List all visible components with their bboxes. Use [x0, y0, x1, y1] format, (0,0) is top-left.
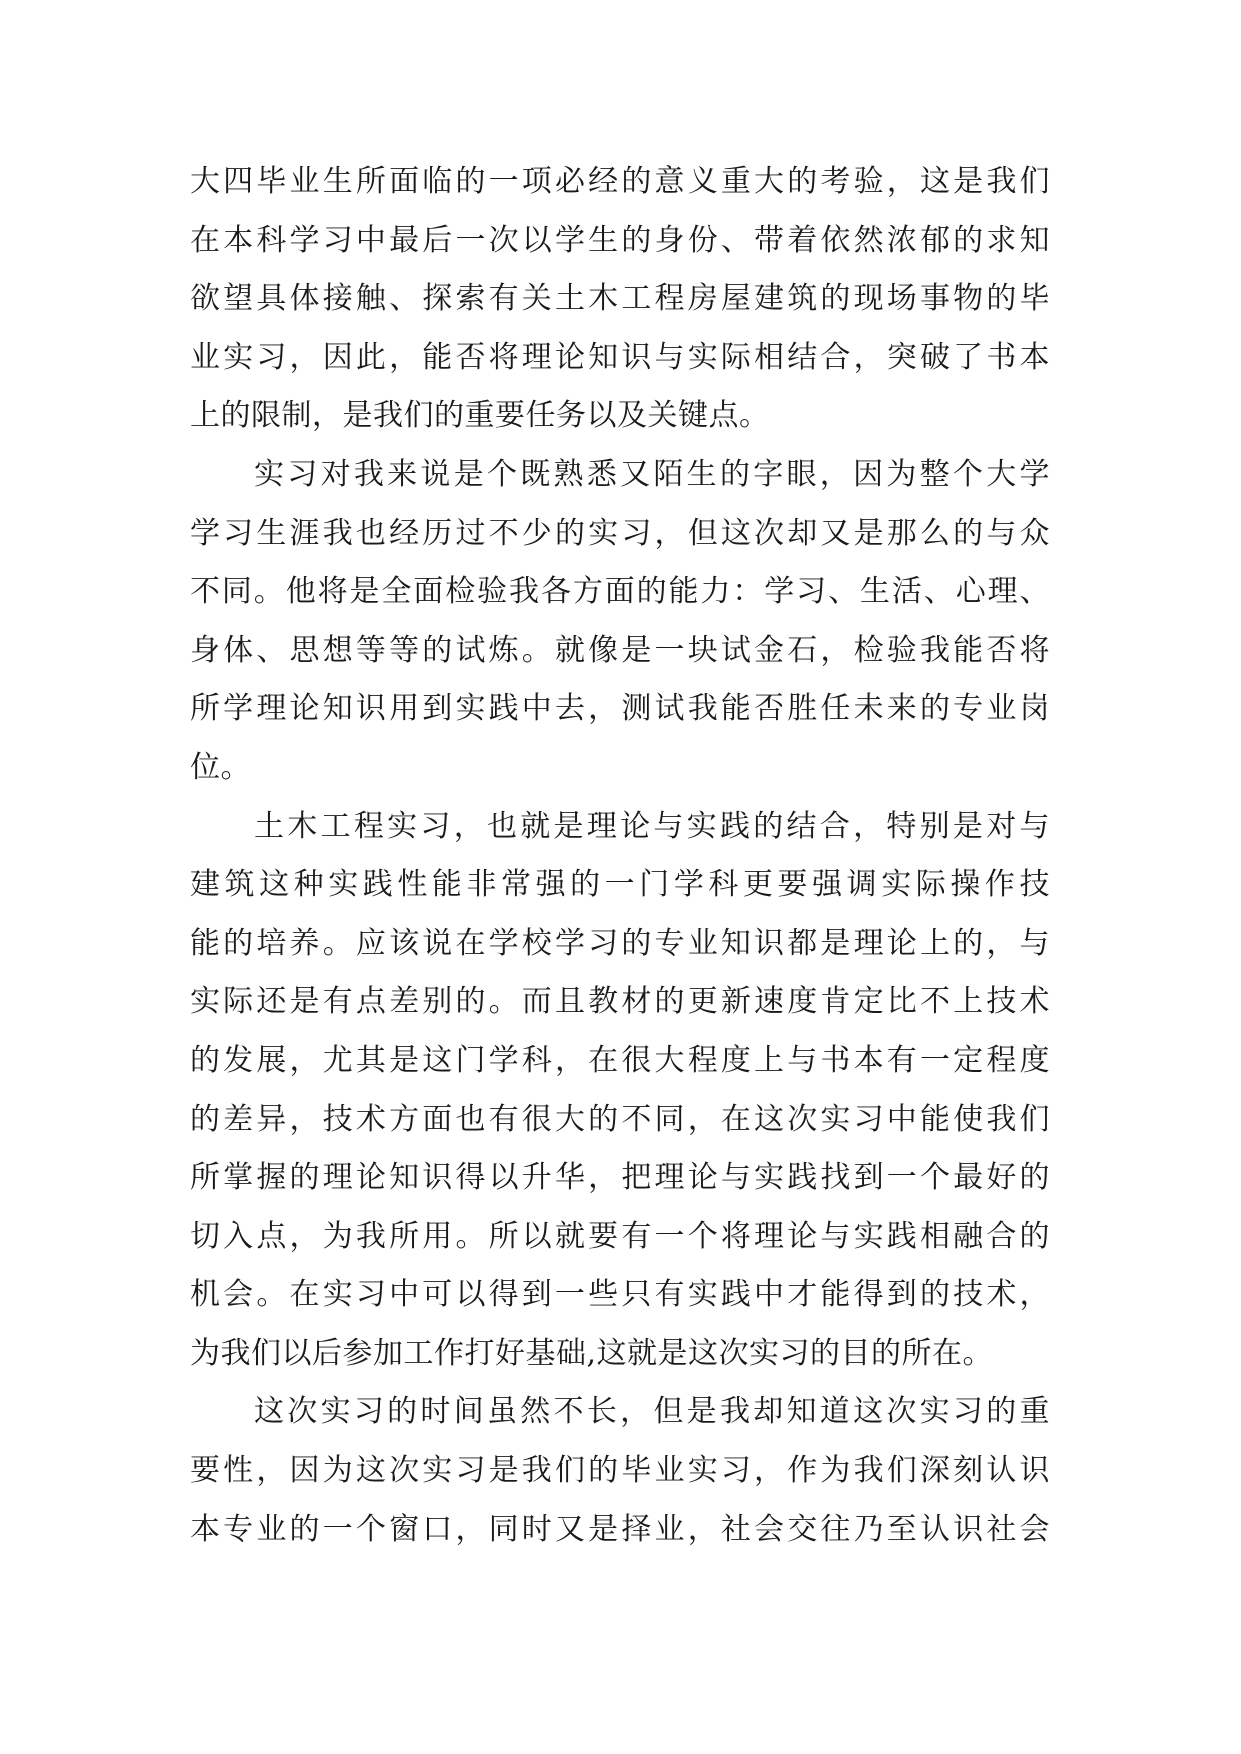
text-line: 业实习，因此，能否将理论知识与实际相结合，突破了书本: [190, 339, 1050, 375]
text-line: 上的限制，是我们的重要任务以及关键点。: [190, 398, 770, 434]
text-line: 欲望具体接触、探索有关土木工程房屋建筑的现场事物的毕: [190, 281, 1050, 317]
text-line: 大四毕业生所面临的一项必经的意义重大的考验，这是我们: [190, 164, 1050, 199]
text-line: 切入点，为我所用。所以就要有一个将理论与实践相融合的: [190, 1218, 1050, 1254]
paragraph: [190, 805, 1050, 1391]
text-line: 在本科学习中最后一次以学生的身份、带着依然浓郁的求知: [190, 222, 1050, 258]
text-line: 机会。在实习中可以得到一些只有实践中才能得到的技术，: [190, 1277, 1050, 1313]
text-line: 身体、思想等等的试炼。就像是一块试金石，检验我能否将: [190, 632, 1050, 668]
text-line: 能的培养。应该说在学校学习的专业知识都是理论上的，与: [190, 925, 1050, 961]
document-body: [190, 160, 1050, 1566]
text-line: 建筑这种实践性能非常强的一门学科更要强调实际操作技: [190, 867, 1050, 903]
text-line: 要性，因为这次实习是我们的毕业实习，作为我们深刻认识: [190, 1453, 1050, 1489]
paragraph: [190, 160, 1050, 453]
text-line: 土木工程实习，也就是理论与实践的结合，特别是对与: [254, 808, 1050, 844]
text-line: 实际还是有点差别的。而且教材的更新速度肯定比不上技术: [190, 984, 1050, 1020]
text-line: 为我们以后参加工作打好基础,这就是这次实习的目的所在。: [190, 1335, 994, 1371]
text-line: 本专业的一个窗口，同时又是择业，社会交往乃至认识社会: [190, 1511, 1050, 1547]
paragraph: [190, 1390, 1050, 1566]
text-line: 不同。他将是全面检验我各方面的能力：学习、生活、心理、: [190, 574, 1050, 610]
text-line: 的发展，尤其是这门学科，在很大程度上与书本有一定程度: [190, 1042, 1050, 1078]
text-line: 学习生涯我也经历过不少的实习，但这次却又是那么的与众: [190, 515, 1050, 551]
text-line: 所学理论知识用到实践中去，测试我能否胜任未来的专业岗: [190, 691, 1050, 727]
text-line: 位。: [190, 749, 251, 785]
text-line: 这次实习的时间虽然不长，但是我却知道这次实习的重: [254, 1394, 1050, 1430]
text-line: 所掌握的理论知识得以升华，把理论与实践找到一个最好的: [190, 1160, 1050, 1196]
paragraph: [190, 453, 1050, 805]
text-line: 实习对我来说是个既熟悉又陌生的字眼，因为整个大学: [254, 456, 1050, 492]
text-line: 的差异，技术方面也有很大的不同，在这次实习中能使我们: [190, 1101, 1050, 1137]
